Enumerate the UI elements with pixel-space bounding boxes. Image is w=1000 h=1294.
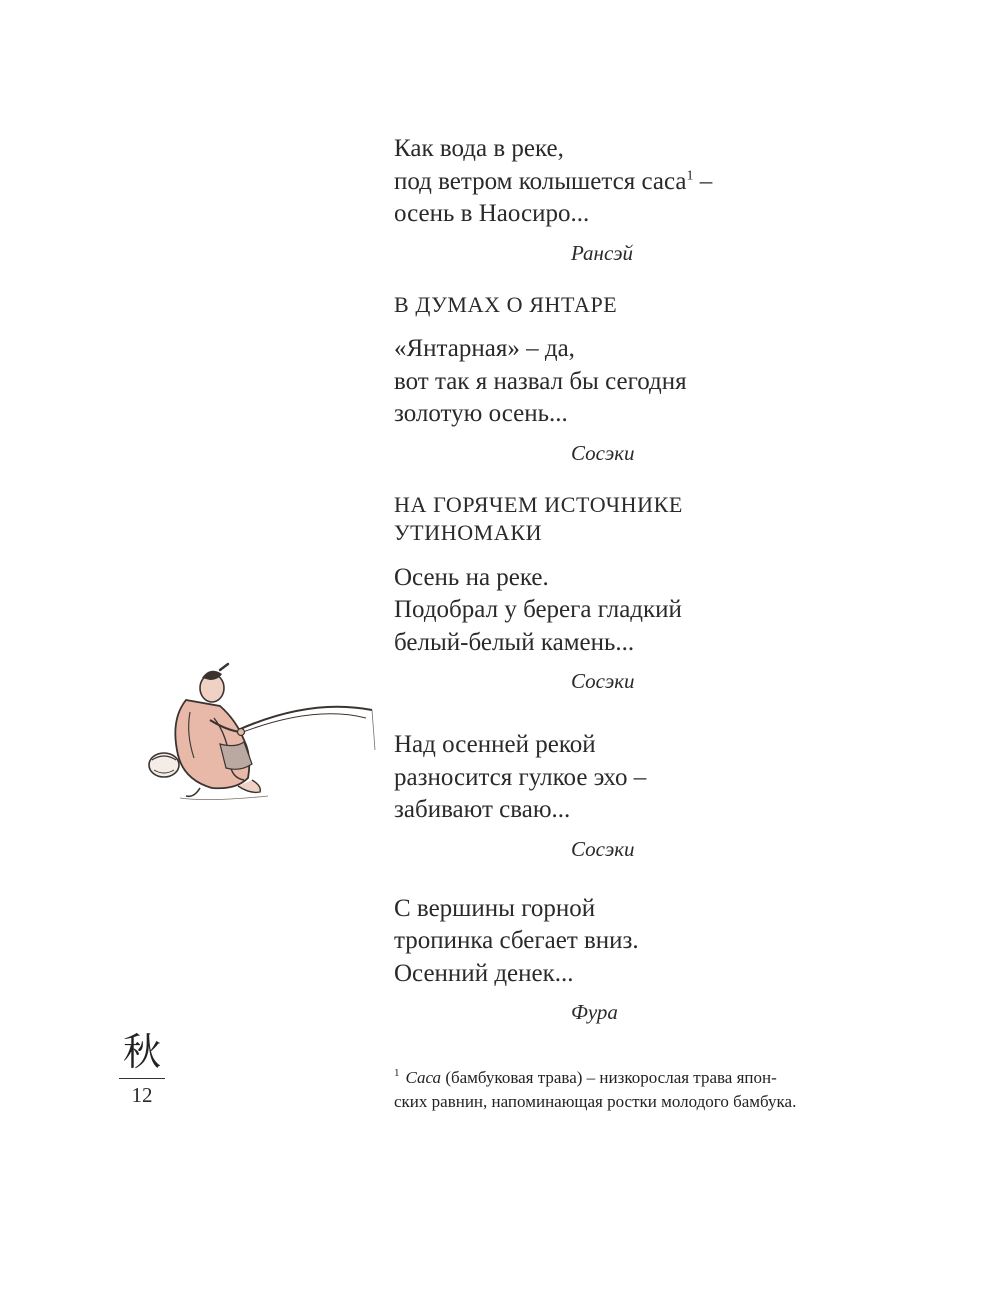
poem-line-text: под ветром колышется саса xyxy=(394,167,687,195)
fisherman-icon xyxy=(140,660,380,810)
poem-heading: В ДУМАХ О ЯНТАРЕ xyxy=(394,291,618,317)
footnote-text: (бамбуковая трава) – низкорослая трава япон- xyxy=(441,1068,777,1087)
poem-line: разносится гулкое эхо – xyxy=(394,763,647,791)
poem-line: белый-белый камень... xyxy=(394,628,635,656)
autumn-kanji: 秋 xyxy=(122,1030,161,1074)
poem-line: Осенний денек... xyxy=(394,959,574,987)
poem xyxy=(394,133,874,267)
poem-line: вот так я назвал бы сегодня xyxy=(394,367,687,395)
poem-line: тропинка сбегает вниз. xyxy=(394,927,639,954)
poem-line xyxy=(394,166,874,199)
fisherman-illustration xyxy=(140,660,380,810)
poem-line: забивают сваю... xyxy=(394,796,571,823)
poem-line: «Янтарная» – да, xyxy=(394,335,575,362)
poem-line: Над осенней рекой xyxy=(394,731,596,758)
footnote-term: Саса xyxy=(405,1068,442,1087)
divider xyxy=(119,1078,165,1079)
poem xyxy=(394,893,874,1027)
poem-heading: УТИНОМАКИ xyxy=(394,520,543,545)
poem-line: Как вода в реке, xyxy=(394,135,564,162)
poem-line: Подобрал у берега гладкий xyxy=(394,596,682,623)
page-number: 12 xyxy=(131,1083,153,1107)
poem-lines xyxy=(394,893,874,991)
footnote-line: ских равнин, напоминающая ростки молодого бамбука. xyxy=(394,1092,797,1111)
footnote-mark: 1 xyxy=(686,168,694,184)
poem xyxy=(394,291,874,467)
poem-line: Осень на реке. xyxy=(394,563,549,591)
footnote xyxy=(394,1066,874,1114)
poem-lines xyxy=(394,729,874,827)
poem-lines xyxy=(394,333,874,431)
footnote-line xyxy=(394,1066,874,1090)
poem-column xyxy=(394,133,874,1026)
poem-lines xyxy=(394,133,874,231)
page-marker xyxy=(116,1030,168,1107)
poem-line: осень в Наосиро... xyxy=(394,200,590,227)
poem-author: Сосэки xyxy=(571,669,635,693)
poem xyxy=(394,491,874,696)
poem-line: золотую осень... xyxy=(394,400,568,427)
poem-lines xyxy=(394,562,874,660)
poem-author: Сосэки xyxy=(571,836,635,861)
poem-line-dash: – xyxy=(693,167,713,195)
poem-author: Сосэки xyxy=(571,440,635,465)
poem xyxy=(394,729,874,863)
poem-line: С вершины горной xyxy=(394,894,596,922)
footnote-number: 1 xyxy=(394,1067,400,1080)
poem-author: Фура xyxy=(571,1000,618,1024)
poem-author: Рансэй xyxy=(571,240,634,265)
poem-heading: НА ГОРЯЧЕМ ИСТОЧНИКЕ xyxy=(394,491,683,517)
